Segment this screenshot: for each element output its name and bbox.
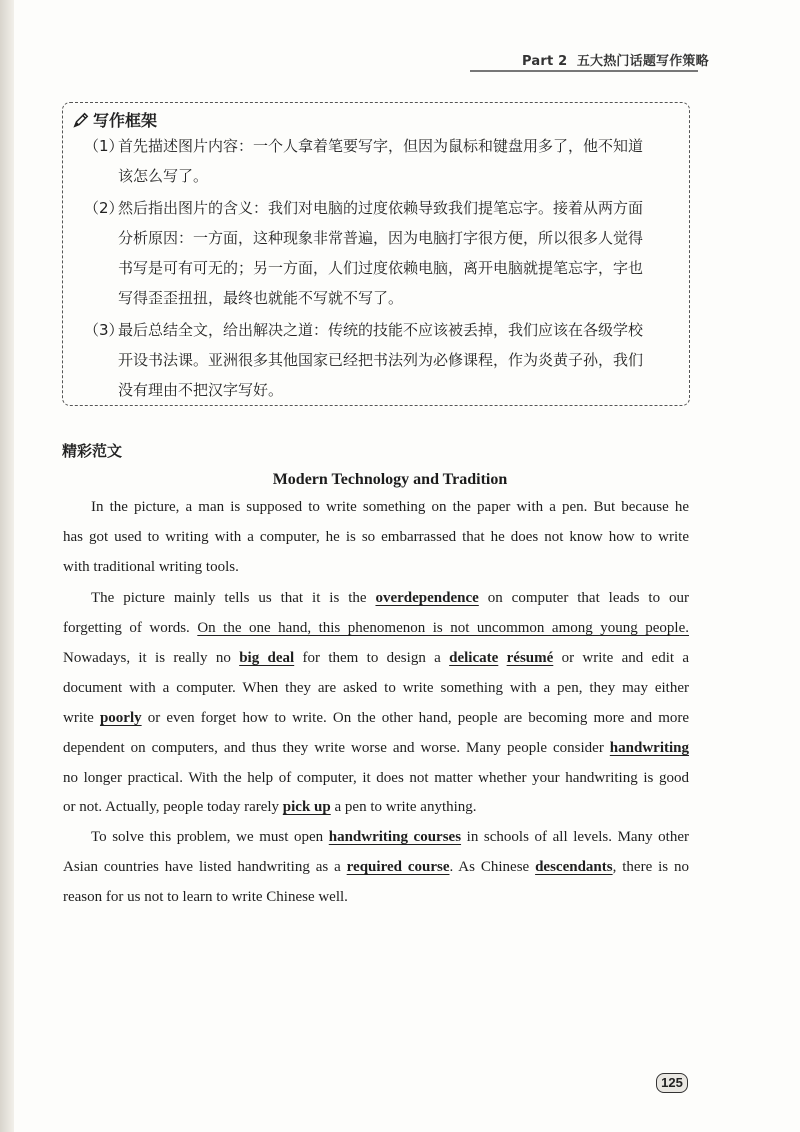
vocab-highlight: handwriting courses xyxy=(328,829,462,845)
item-line: 书写是可有可无的；另一方面，人们过度依赖电脑，离开电脑就提笔忘字，字也 xyxy=(118,259,644,277)
text-run: or write and edit a xyxy=(561,650,690,666)
text-run: a pen to write anything. xyxy=(334,799,477,815)
item-number: （3） xyxy=(84,321,124,339)
text-run: for them to design a xyxy=(302,650,441,666)
header-title: 五大热门话题写作策略 xyxy=(576,54,709,69)
essay-line xyxy=(63,799,477,816)
text-run: in schools of all levels. Many other xyxy=(466,829,689,845)
text-run: To solve this problem, we must open xyxy=(91,829,324,845)
text-run: forgetting of words. xyxy=(63,620,190,636)
vocab-highlight: required course xyxy=(346,859,450,875)
essay-line: has got used to writing with a computer, he is so embarrassed that he does not know how to write xyxy=(63,529,689,545)
framework-heading xyxy=(72,108,157,131)
item-line: 最后总结全文，给出解决之道：传统的技能不应该被丢掉，我们应该在各级学校 xyxy=(118,321,644,339)
vocab-highlight: descendants xyxy=(535,859,613,875)
essay-title xyxy=(0,471,800,489)
text-run: on computer that leads to our xyxy=(487,590,690,606)
vocab-highlight: poorly xyxy=(99,710,142,726)
essay-line xyxy=(63,859,689,876)
item-line: 开设书法课。亚洲很多其他国家已经把书法列为必修课程，作为炎黄子孙，我们 xyxy=(118,351,644,369)
vocab-highlight: résumé xyxy=(506,650,554,666)
running-header xyxy=(522,50,709,69)
vocab-highlight: delicate xyxy=(449,650,499,666)
text-run: Nowadays, it is really no xyxy=(63,650,231,666)
vocab-highlight: handwriting xyxy=(609,740,689,756)
item-number: （1） xyxy=(84,137,124,155)
header-part: Part 2 xyxy=(522,54,568,69)
header-rule xyxy=(470,70,698,72)
text-run: The picture mainly tells us that it is the xyxy=(91,590,367,606)
text-run: . As Chinese xyxy=(449,859,530,875)
text-run: dependent on computers, and thus they write worse and worse. Many people consider xyxy=(63,740,604,756)
essay-line xyxy=(63,829,689,846)
text-run: , there is no xyxy=(612,859,690,875)
item-line: 分析原因：一方面，这种现象非常普遍，因为电脑打字很方便，所以很多人觉得 xyxy=(118,229,644,247)
text-run: or not. Actually, people today rarely xyxy=(63,799,280,815)
book-spine-shadow xyxy=(0,0,14,1132)
essay-line xyxy=(63,650,689,667)
essay-line xyxy=(63,740,689,757)
item-line: 该怎么写了。 xyxy=(118,167,209,185)
section-title: 精彩范文 xyxy=(62,442,123,460)
essay-line xyxy=(63,710,689,727)
essay-line: no longer practical. With the help of computer, it does not matter whether your handwriting is good xyxy=(63,770,689,786)
item-line: 然后指出图片的含义：我们对电脑的过度依赖导致我们提笔忘字。接着从两方面 xyxy=(118,199,644,217)
item-number: （2） xyxy=(84,199,124,217)
essay-line: reason for us not to learn to write Chinese well. xyxy=(63,889,348,905)
essay-line xyxy=(63,590,689,607)
essay-line xyxy=(63,620,689,637)
item-line: 首先描述图片内容：一个人拿着笔要写字，但因为鼠标和键盘用多了，他不知道 xyxy=(118,137,644,155)
page-number: 125 xyxy=(656,1073,688,1093)
pencil-icon xyxy=(72,111,90,129)
essay-line: with traditional writing tools. xyxy=(63,559,239,575)
text-run: Asian countries have listed handwriting as a xyxy=(63,859,341,875)
essay-title-text: Modern Technology and Tradition xyxy=(272,471,508,488)
framework-title: 写作框架 xyxy=(93,111,158,130)
phrase-highlight: On the one hand, this phenomenon is not uncommon among young people. xyxy=(197,620,690,636)
item-line: 写得歪歪扭扭，最终也就能不写就不写了。 xyxy=(118,289,404,307)
item-line: 没有理由不把汉字写好。 xyxy=(118,381,284,399)
text-run: write xyxy=(63,710,94,726)
vocab-highlight: pick up xyxy=(282,799,331,815)
text-run: or even forget how to write. On the other hand, people are becoming more and more xyxy=(147,710,690,726)
vocab-highlight: overdependence xyxy=(375,590,479,606)
essay-line: document with a computer. When they are asked to write something with a pen, they may either xyxy=(63,680,689,696)
vocab-highlight: big deal xyxy=(239,650,295,666)
essay-line: In the picture, a man is supposed to write something on the paper with a pen. But because he xyxy=(91,499,689,515)
